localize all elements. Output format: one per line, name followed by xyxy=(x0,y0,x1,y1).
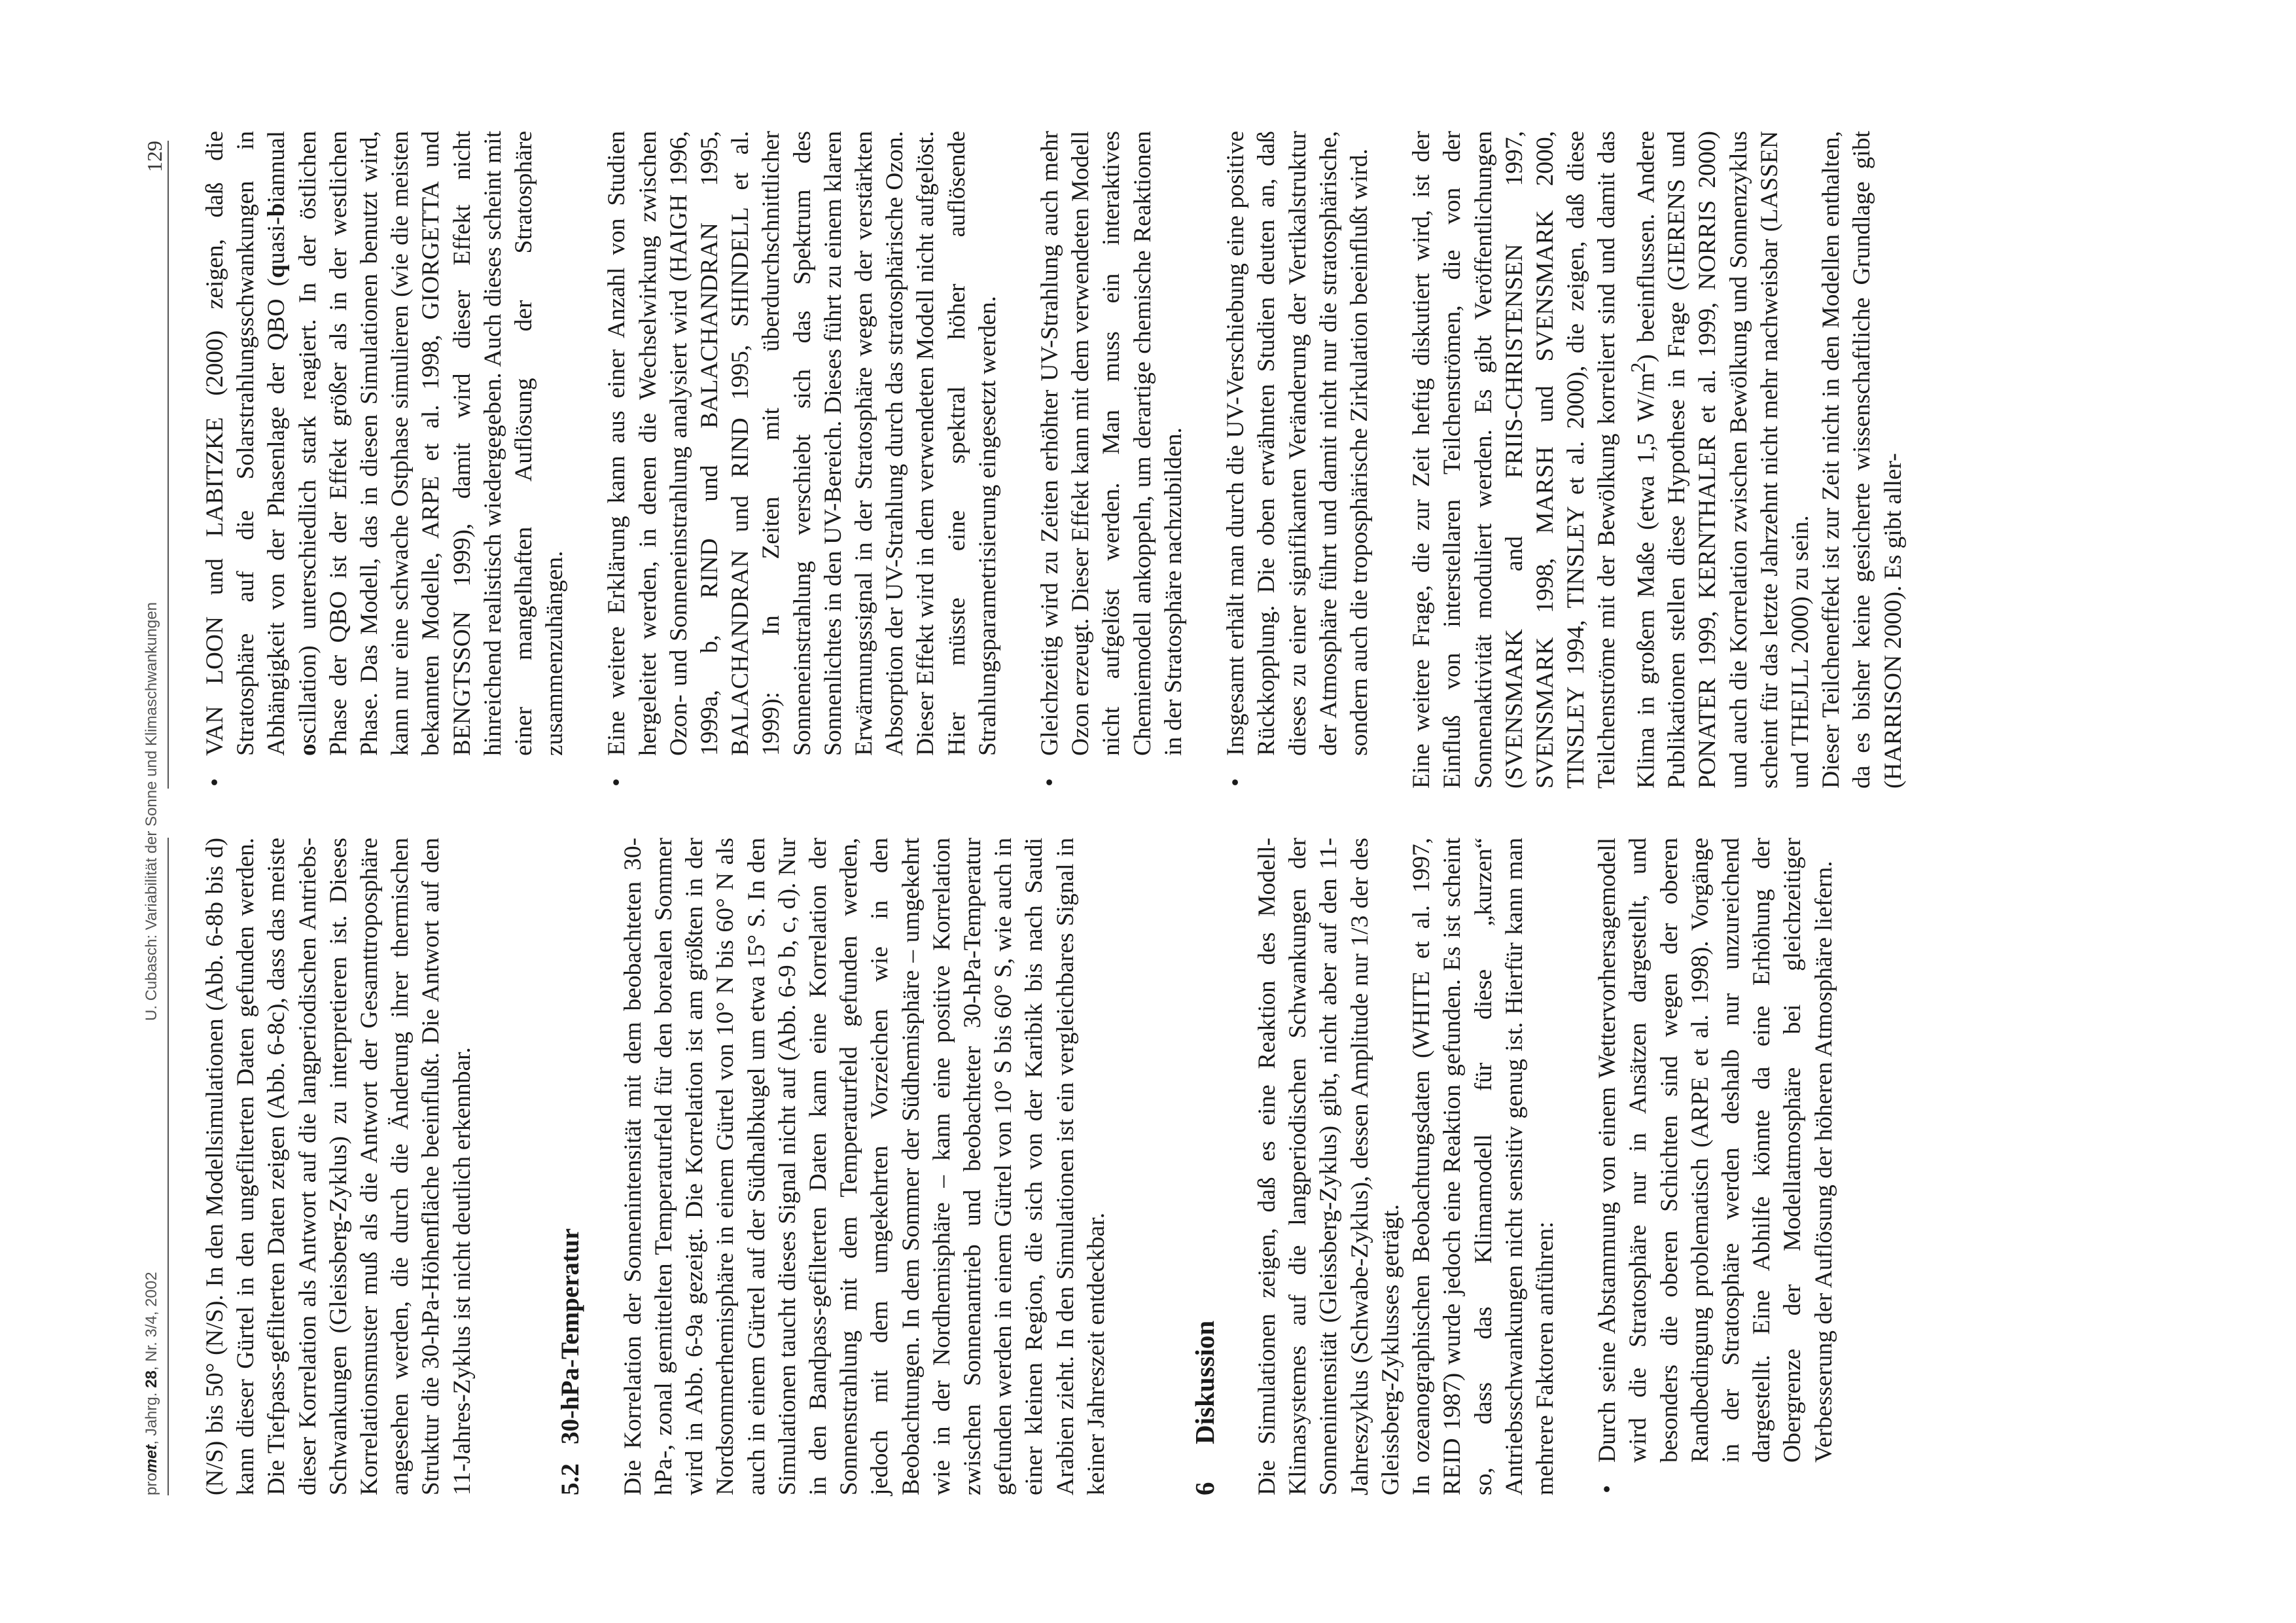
right-column xyxy=(200,131,1909,789)
bullet-icon: • xyxy=(202,777,228,787)
page-number: 129 xyxy=(143,141,166,172)
section-heading-5-2: 5.230-hPa-Temperatur xyxy=(556,1228,584,1495)
bullet-item: • Eine weitere Erklärung kann aus einer Anzahl von Studien hergeleitet werden, in denen die Wechselwirkung zwischen Ozon- und Sonneneinstrahlung analysiert wird (HAIGH 1996, 1999a, b, RIND und BALACHANDRAN 1995, BALACHANDRAN und RIND 1995, SHINDELL et al. 1999): In Zeiten mit überdurchschnittlicher Sonneneinstrahlung verschiebt sich das Spektrum des Sonnenlichtes in den UV-Bereich. Dieses führt zu einem klaren Erwärmungssignal in der Stratosphäre wegen der verstärkten Absorption der UV-Strahlung durch das stratosphärische Ozon. Dieser Effekt wird in dem verwendeten Modell nicht aufgelöst. Hier müsste eine spektral höher auflösende Strahlungsparametrisierung eingesetzt werden. xyxy=(601,131,1003,789)
paragraph: Die Simulationen zeigen, daß es eine Reaktion des Modell-Klimasystemes auf die langperiodischen Schwankungen der Sonnenintensität (Gleissberg-Zyklus) gibt, nicht aber auf den 11-Jahreszyklus (Schwabe-Zyklus), dessen Amplitude nur 1/3 der des Gleissberg-Zyklusses geträgt. xyxy=(1254,838,1404,1495)
running-title: U. Cubasch: Variabilität der Sonne und Klimaschwankungen xyxy=(143,602,160,1021)
section-heading-6: 6Diskussion xyxy=(1190,1320,1220,1495)
header-rule-right xyxy=(168,141,169,789)
paragraph: (N/S) bis 50° (N/S). In den Modellsimulationen (Abb. 6-8b bis d) kann dieser Gürtel in den ungefilterten Daten gefunden werden. Die Tiefpass-gefilterten Daten zeigen (Abb. 6-8c), dass das meiste dieser Korrelation als Antwort auf die langperiodischen Antriebs-Schwankungen (Gleissberg-Zyklus) zu interpretieren ist. Dieses Korrelationsmuster muß als die Antwort der Gesamttroposphäre angesehen werden, die durch die Änderung ihrer thermischen Struktur die 30-hPa-Höhenfläche beeinflußt. Die Antwort auf den 11-Jahres-Zyklus ist nicht deutlich erkennbar. xyxy=(202,838,476,1495)
header-rule-left xyxy=(168,838,169,1495)
bullet-icon: • xyxy=(1594,1484,1621,1493)
bullet-icon: • xyxy=(1222,777,1250,787)
paragraph: Die Korrelation der Sonnenintensität mit dem beobachteten 30-hPa-, zonal gemittelten Temperaturfeld für den borealen Sommer wird in Abb. 6-9a gezeigt. Die Korrelation ist am größten in der Nordsommerhemisphäre in einem Gürtel von 10° N bis 60° N als auch in einem Gürtel auf der Südhalbkugel um etwa 15° S. In den Simulationen taucht dieses Signal nicht auf (Abb. 6-9 b, c, d). Nur in den Bandpass-gefilterten Daten kann eine Korrelation der Sonnenstrahlung mit dem Temperaturfeld gefunden werden, jedoch mit dem umgekehrten Vorzeichen wie in den Beobachtungen. In dem Sommer der Südhemisphäre – umgekehrt wie in der Nordhemisphäre – kann eine positive Korrelation zwischen Sonnenantrieb und beobachteter 30-hPa-Temperatur gefunden werden in einem Gürtel von 10° S bis 60° S, wie auch in einer kleinen Region, die sich von der Karibik bis nach Saudi Arabien zieht. In den Simulationen ist ein vergleichbares Signal in keiner Jahreszeit entdeckbar. xyxy=(619,838,1110,1495)
bullet-item: • Insgesamt erhält man durch die UV-Verschiebung eine positive Rückkopplung. Die oben erwähnten Studien deuten an, daß dieses zu einer signifikanten Veränderung der Vertikalstruktur der Atmosphäre führt und damit nicht nur die stratosphärische, sondern auch die troposphärische Zirkulation beeinflußt wird. xyxy=(1220,131,1375,789)
bullet-item: • VAN LOON und LABITZKE (2000) zeigen, daß die Stratosphäre auf die Solarstrahlungsschwankungen in Abhängigkeit von der Phasenlage der QBO (quasi-biannual oscillation) unterschiedlich stark reagiert. In der östlichen Phase der QBO ist der Effekt größer als in der westlichen Phase. Das Modell, das in diesen Simulationen benutzt wird, kann nur eine schwache Ostphase simulieren (wie die meisten bekannten Modelle, ARPE et al. 1998, GIORGETTA und BENGTSSON 1999), damit wird dieser Effekt nicht hinreichend realistisch wiedergegeben. Auch dieses scheint mit einer mangelhaften Auflösung der Stratosphäre zusammenzuhängen. xyxy=(200,131,570,789)
left-column xyxy=(200,838,1839,1495)
paragraph: Dieser Teilcheneffekt ist zur Zeit nicht in den Modellen enthalten, da es bisher keine gesicherte wissenschaftliche Grundlage gibt (HARRISON 2000). Es gibt aller- xyxy=(1818,131,1907,789)
bullet-item: • Gleichzeitig wird zu Zeiten erhöhter UV-Strahlung auch mehr Ozon erzeugt. Dieser Effekt kann mit dem verwendeten Modell nicht aufgelöst werden. Man muss ein interaktives Chemiemodell ankoppeln, um derartige chemische Reaktionen in der Stratosphäre nachzubilden. xyxy=(1034,131,1189,789)
bullet-item: • Durch seine Abstammung von einem Wettervorhersagemodell wird die Stratosphäre nur in Ansätzen dargestellt, und besonders die oberen Schichten sind wegen der oberen Randbedingung problematisch (ARPE et al. 1998). Vorgänge in der Stratosphäre werden deshalb nur unzureichend dargestellt. Eine Abhilfe könnte da eine Erhöhung der Obergrenze der Modellatmosphäre bei gleichzeitiger Verbesserung der Auflösung der höheren Atmosphäre liefern. xyxy=(1592,838,1839,1495)
bullet-icon: • xyxy=(1036,777,1064,787)
bullet-icon: • xyxy=(603,777,631,787)
journal-citation: promet, Jahrg. 28, Nr. 3/4, 2002 xyxy=(143,1272,160,1495)
paragraph: In ozeanographischen Beobachtungsdaten (WHITE et al. 1997, REID 1987) wurde jedoch eine Reaktion gefunden. Es ist scheint so, dass das Klimamodell für diese „kurzen“ Antriebsschwankungen nicht sensitiv genug ist. Hierfür kann man mehrere Faktoren anführen: xyxy=(1408,838,1559,1495)
paragraph: Eine weitere Frage, die zur Zeit heftig diskutiert wird, ist der Einfluß von interstellaren Teilchenströmen, die von der Sonnenaktivität moduliert werden. Es gibt Veröffentlichungen (SVENSMARK and FRIIS-CHRISTENSEN 1997, SVENSMARK 1998, MARSH und SVENSMARK 2000, TINSLEY 1994, TINSLEY et al. 2000), die zeigen, daß diese Teilchenströme mit der Bewölkung korreliert sind und damit das Klima in großem Maße (etwa 1,5 $W/m^2$) beeinflussen. Andere Publikationen stellen diese Hypothese in Frage (GIERENS und PONATER 1999, KERNTHALER et al. 1999, NORRIS 2000) und auch die Korrelation zwischen Bewölkung und Sonnenzyklus scheint für das letzte Jahrzehnt nicht mehr nachweisbar (LASSEN und THEJLL 2000) zu sein. xyxy=(1408,131,1814,789)
